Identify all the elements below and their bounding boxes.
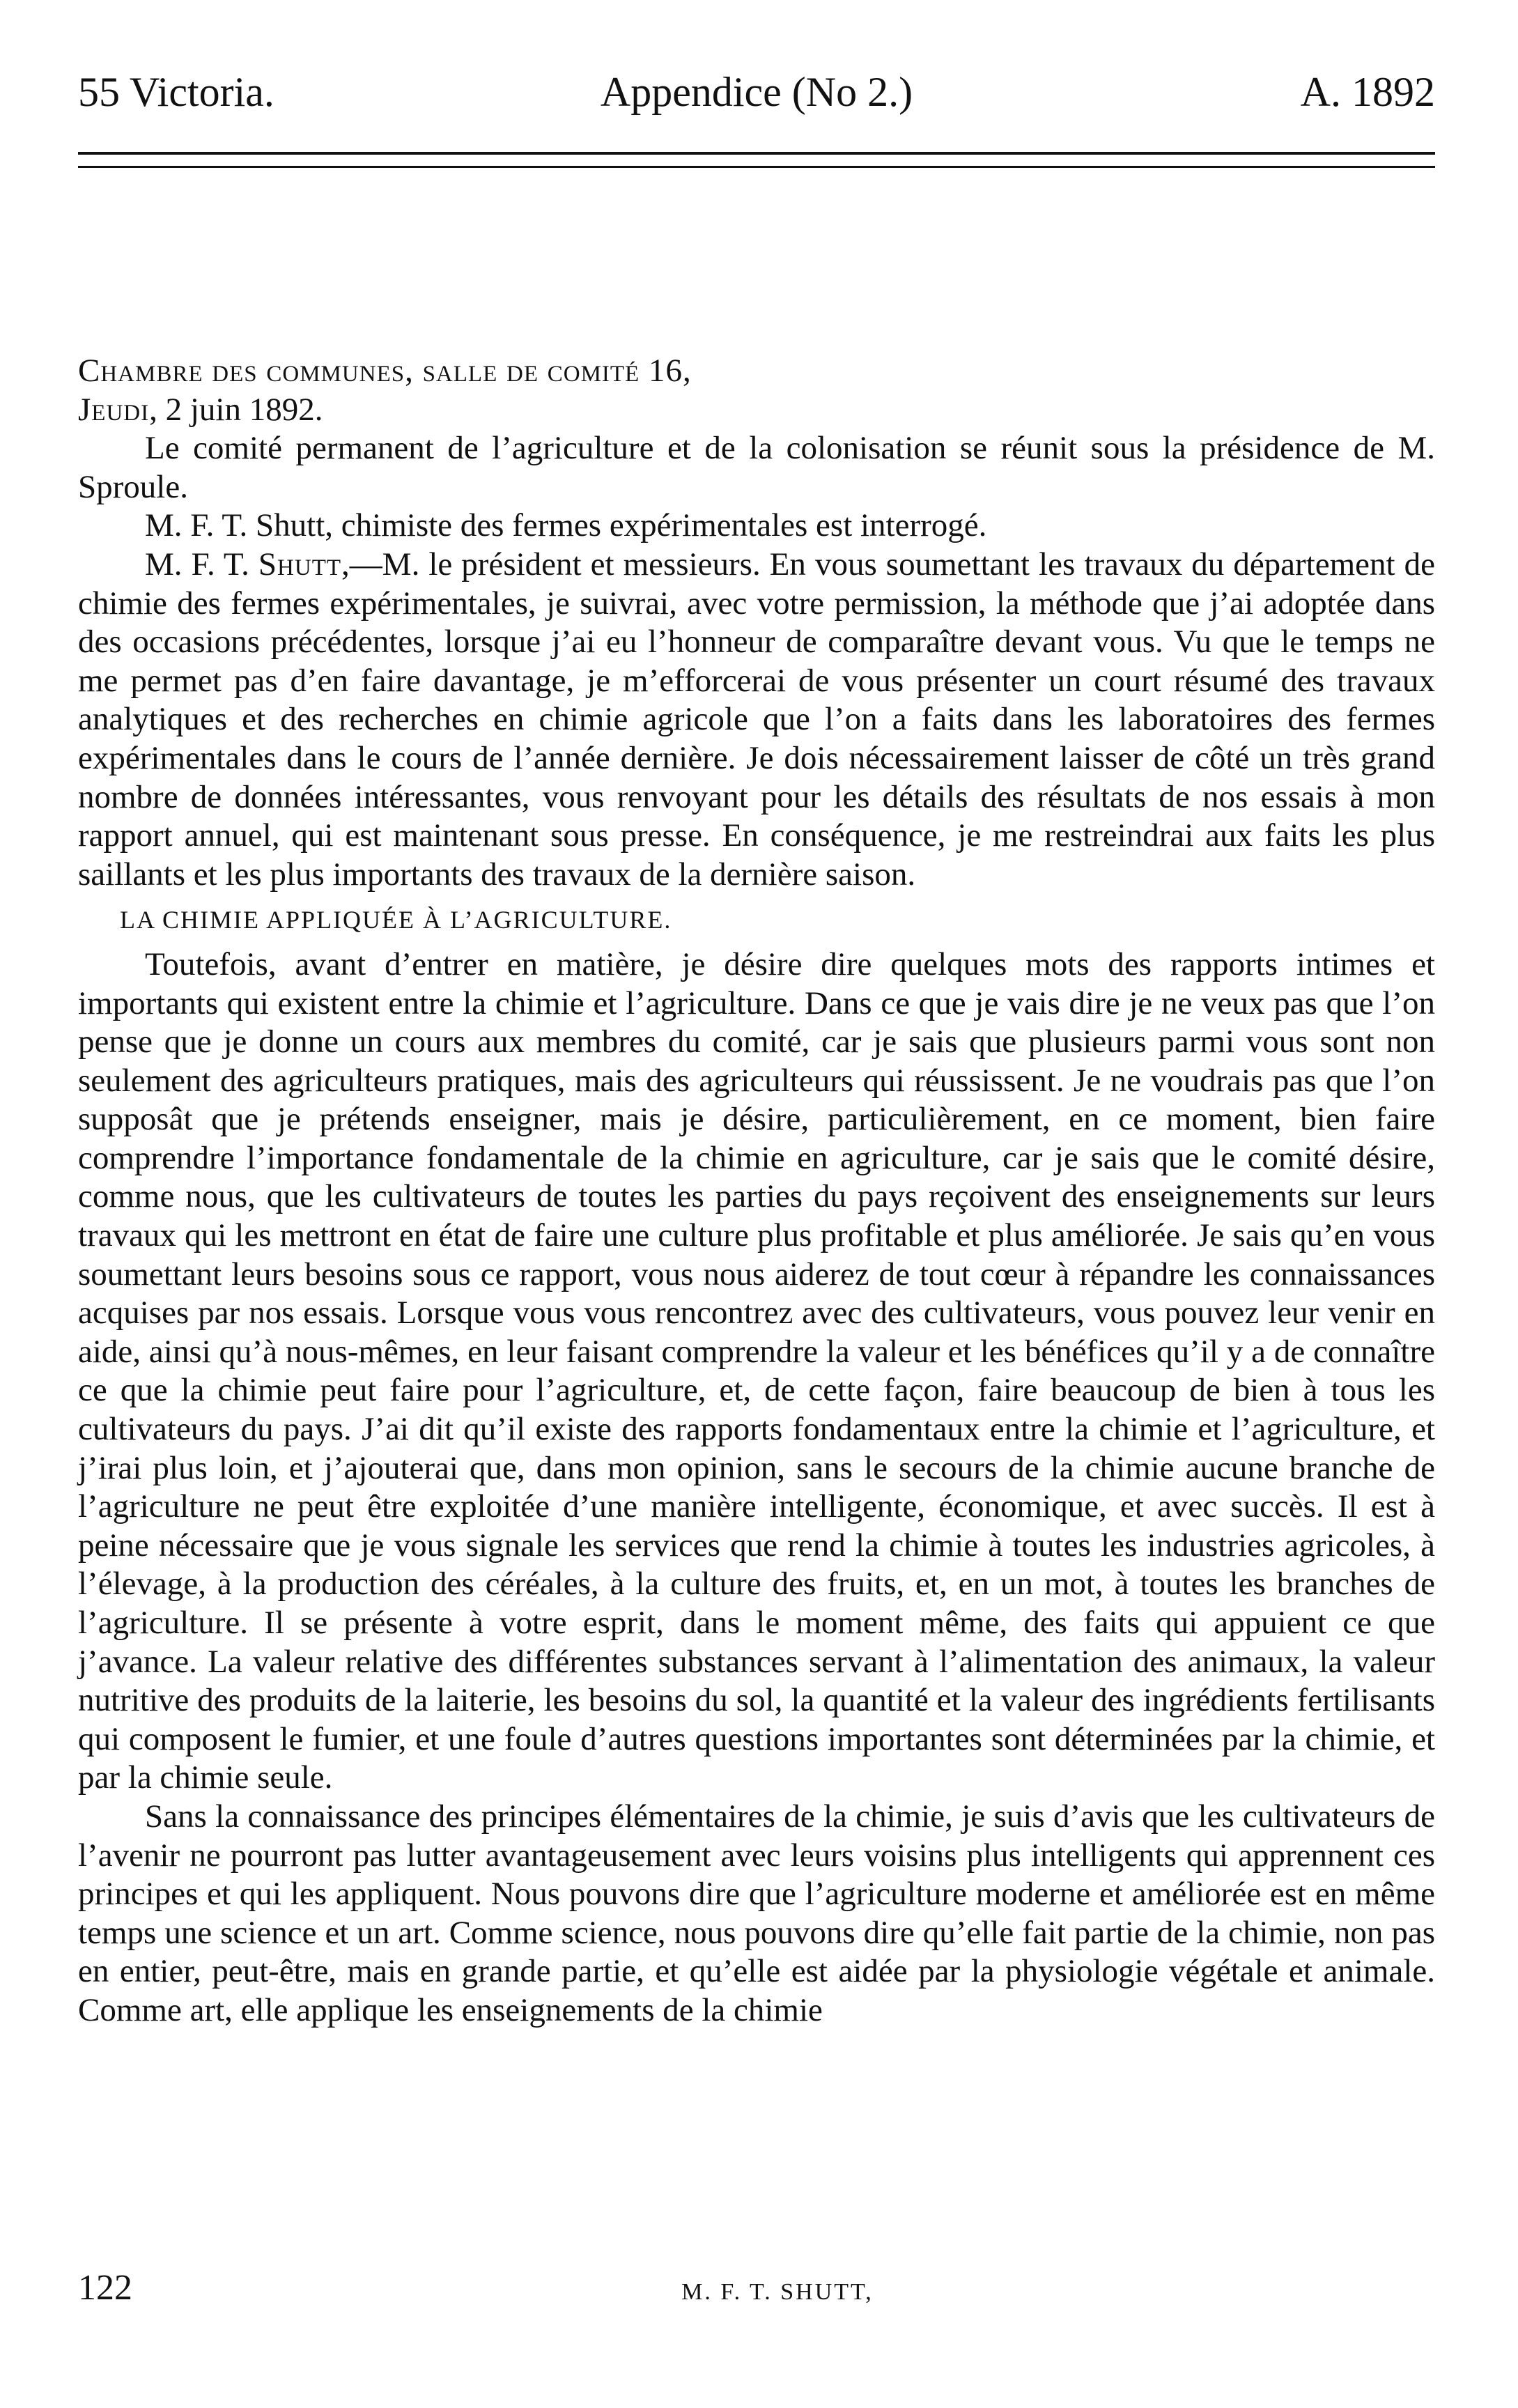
header-right-year: A. 1892 [1300,69,1435,115]
meeting-place: Chambre des communes, salle de comité 16, [78,353,692,389]
speaker-prefix: M. F. T. [145,546,258,582]
paragraph-toutefois: Toutefois, avant d’entrer en matière, je désire dire quelques mots des rapports intimes et importants qui existent entre la chimie et l’agriculture. Dans ce que je vais dire je ne veux pas que l’on pense que je donne un cours aux membres du comité, car je sais que plusieurs parmi vous sont non seulement des agriculteurs pratiques, mais des agriculteurs qui réussissent. Je ne voudrais pas que l’on supposât que je prétends enseigner, mais je désire, particulièrement, en ce moment, bien faire comprendre l’importance fondamentale de la chimie en agriculture, car je sais que le comité désire, comme nous, que les cultivateurs de toutes les parties du pays reçoivent des enseignements sur leurs travaux qui les mettront en état de faire une culture plus profitable et plus améliorée. Je sais qu’en vous soumettant leurs besoins sous ce rapport, vous nous aiderez de tout cœur à répandre les connaissances acquises par nos essais. Lorsque vous vous rencontrez avec des cultivateurs, vous pouvez leur venir en aide, ainsi qu’à nous-mêmes, en leur faisant comprendre la valeur et les bénéfices qu’il y a de connaître ce que la chimie peut faire pour l’agriculture, et, de cette façon, faire beaucoup de bien à tous les cultivateurs du pays. J’ai dit qu’il existe des rapports fondamentaux entre la chimie et l’agriculture, et j’irai plus loin, et j’ajouterai que, dans mon opinion, sans le secours de la chimie aucune branche de l’agriculture ne peut être exploitée d’une manière intelligente, économique, et avec succès. Il est à peine nécessaire que je vous signale les services que rend la chimie à toutes les industries agricoles, à l’élevage, à la production des céréales, à la culture des fruits, et, en un mot, à toutes les branches de l’agriculture. Il se présente à votre esprit, dans le moment même, des faits qui appuient ce que j’avance. La valeur relative des différentes substances servant à l’alimentation des animaux, la valeur nutritive des produits de la laiterie, les besoins du sol, la quantité et la valeur des ingrédients fertilisants qui composent le fumier, et une foule d’autres questions importantes sont déterminées par la chimie, et par la chimie seule. [78,946,1435,1796]
header-rule-thin [78,166,1435,168]
page-footer [78,2267,1435,2309]
witness-paragraph: M. F. T. Shutt, chimiste des fermes expérimentales est interrogé. [145,507,987,544]
speaker-name: Shutt [258,546,342,582]
testimony-opening-paragraph [78,546,1435,894]
body-text [78,352,1435,2030]
header-center-appendix: Appendice (No 2.) [600,69,913,115]
running-header [78,64,1435,120]
meeting-day: Jeudi [78,391,150,428]
footer-catchword: M. F. T. SHUTT, [681,2279,874,2305]
testimony-opening-text: ,—M. le président et messieurs. En vous soumettant les travaux du département de chimie des fermes expérimentales, je suivrai, avec votre permission, la méthode que j’ai adoptée dans des occasions précédentes, lorsque j’ai eu l’honneur de comparaître devant vous. Vu que le temps ne me permet pas d’en faire davantage, je m’efforcerai de vous présenter un court résumé des travaux analytiques et des recherches en chimie agricole que l’on a faits dans les laboratoires des fermes expérimentales dans le cours de l’année dernière. Je dois nécessairement laisser de côté un très grand nombre de données intéressantes, vous renvoyant pour les détails des résultats de nos essais à mon rapport annuel, qui est maintenant sous presse. En conséquence, je me restreindrai aux faits les plus saillants et les plus importants des travaux de la dernière saison. [78,546,1435,893]
section-heading: LA CHIMIE APPLIQUÉE À L’AGRICULTURE. [120,906,672,934]
page-number: 122 [78,2268,132,2308]
header-rule-thick [78,152,1435,155]
meeting-date [78,391,1435,430]
paragraph-sans-la-connaissance: Sans la connaissance des principes élémentaires de la chimie, je suis d’avis que les cultivateurs de l’avenir ne pourront pas lutter avantageusement avec leurs voisins plus intelligents qui apprennent ces principes et qui les appliquent. Nous pouvons dire que l’agriculture moderne et améliorée est en même temps une science et un art. Comme science, nous pouvons dire qu’elle fait partie de la chimie, non pas en entier, peut-être, mais en grande partie, et qu’elle est aidée par la physiologie végétale et animale. Comme art, elle applique les enseignements de la chimie [78,1798,1435,2028]
intro-paragraph: Le comité permanent de l’agriculture et de la colonisation se réunit sous la présidence de M. Sproule. [78,430,1435,505]
meeting-date-value: , 2 juin 1892. [149,391,323,428]
header-left-session: 55 Victoria. [78,69,274,115]
